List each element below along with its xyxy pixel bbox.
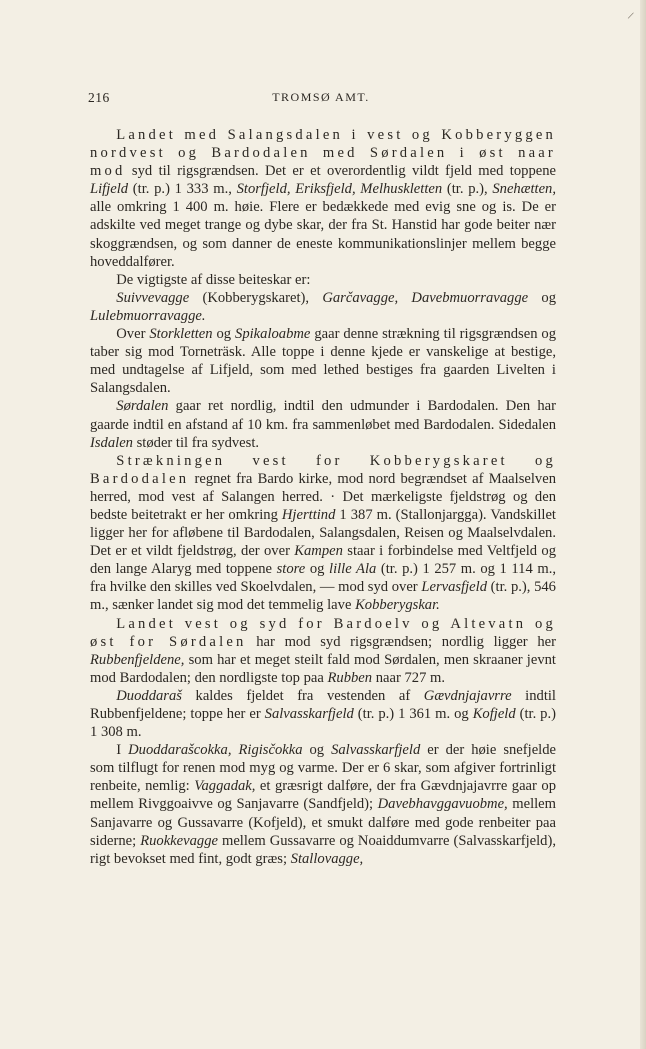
text-run: (tr. p.) 1 361 m. og <box>353 706 473 722</box>
body-text <box>90 126 556 868</box>
text-run: og <box>528 289 557 306</box>
text-run: mellem Gussavarre og Noaiddumvarre (Salvasskarfjeld), rigt bevokset med fint, godt græs; <box>90 832 556 867</box>
text-run: (tr. p.), 546 m., sænker landet sig mod det temmelig lave <box>90 579 556 614</box>
italic-term: Storkletten <box>149 326 213 343</box>
italic-term: Duoddarašcokka, Rigisčokka <box>128 742 303 759</box>
text-run: og <box>305 561 330 578</box>
text-run: (Kobberygskaret), <box>189 289 323 306</box>
text-run: staar i forbindelse med Veltfjeld og den lange Alaryg med toppene <box>90 543 556 578</box>
text-run: et græsrigt dalføre, der fra Gævdnjajavrre gaar op mellem Rivggoaivve og Sanjavarre (Sandfjeld); <box>90 778 556 813</box>
paragraph-salangsdalen <box>90 126 556 271</box>
corner-mark: / <box>626 9 635 23</box>
italic-term: Isdalen <box>90 434 133 451</box>
paragraph-duoddaras <box>90 687 556 741</box>
italic-term: Kobberygskar. <box>355 597 440 614</box>
paragraph-storkletten <box>90 325 556 397</box>
text-run: mellem Sanjavarre og Gussavarre (Kofjeld), et smukt dalføre med gode renbeiter paa siderne; <box>90 796 557 849</box>
paragraph-sordalen <box>90 397 556 451</box>
text-run: og <box>302 742 332 759</box>
italic-term: Lifjeld <box>90 181 129 198</box>
text-run: syd til rigsgrændsen. Det er et overordentlig vildt fjeld med toppene <box>125 163 556 180</box>
paragraph-kobberygskaret <box>90 452 556 615</box>
text-run: (tr. p.) 1 257 m. og 1 114 m., fra hvilke den skilles ved Skoelvdalen, — mod syd over <box>90 561 556 596</box>
paragraph-beiteskar-list <box>90 289 556 325</box>
italic-term: Sørdalen <box>116 398 169 415</box>
italic-term: Spikaloabme <box>235 326 311 343</box>
running-title: TROMSØ AMT. <box>272 90 370 104</box>
paragraph-snefjelde <box>90 741 556 868</box>
italic-term: Suivvevagge <box>116 289 190 306</box>
text-run: De vigtigste af disse beiteskar er: <box>116 271 311 288</box>
spaced-heading-text: Strækningen vest for Kobberygskaret og Bardodalen <box>90 452 556 487</box>
paragraph-bardoelv <box>90 615 556 687</box>
italic-term: Davebhavggavuobme, <box>377 796 508 813</box>
italic-term: Garčavagge, Davebmuorravagge <box>322 289 529 306</box>
text-run: som har et meget steilt fald mod Sørdalen, men skraaner jevnt mod Bardodalen; den nordligste top paa <box>90 651 556 686</box>
italic-term: Storfjeld, Eriksfjeld, Melhuskletten <box>236 181 443 198</box>
italic-term: Ruokkevagge <box>140 832 218 849</box>
spaced-heading-text: Landet med Salangsdalen i vest og Kobberyggen nordvest og Bardodalen med Sørdalen i øst naar mod <box>90 127 556 180</box>
text-run: naar 727 m. <box>372 669 446 686</box>
italic-term: Kofjeld <box>472 706 516 722</box>
text-run: regnet fra Bardo kirke, mod nord begrændset af Maalselven herred, mod vest af Salangen herred. · Det mærkeligste fjeldstrøg og den bedste beitetrakt er her omkring <box>90 470 556 523</box>
italic-term: Gævdnjajavrre <box>423 687 512 704</box>
italic-term: Stallovagge, <box>290 850 364 867</box>
italic-term: Salvasskarfjeld <box>264 706 354 722</box>
italic-term: Snehætten, <box>492 181 556 198</box>
italic-term: lille Ala <box>329 561 377 578</box>
italic-term: Lervasfjeld <box>421 579 488 596</box>
italic-term: Rubben <box>327 669 373 686</box>
italic-term: Rubbenfjeldene, <box>90 651 185 668</box>
italic-term: Lulebmuorravagge. <box>90 307 206 324</box>
text-run: er der høie snefjelde som tilflugt for renen mod myg og varme. Der er 6 skar, som afgiver fortrinligt renbeite, nemlig: <box>90 742 556 795</box>
text-run: alle omkring 1 400 m. høie. Flere er bedækkede med evig sne og is. De er adskilte ved meget trange og dybe skar, der fra St. Hanstid har gode beiter nær skoggrændsen, og som danner de eneste kommunikationslinjer mellem begge hoveddalfører. <box>90 199 556 270</box>
italic-term: Hjerttind <box>281 506 336 523</box>
text-run: støder til fra sydvest. <box>132 434 260 451</box>
italic-term: Vaggadak, <box>194 778 256 795</box>
text-run: kaldes fjeldet fra vestenden af <box>181 687 424 704</box>
text-run: Over <box>116 326 150 343</box>
text-run: I <box>116 742 129 759</box>
text-run: gaar denne strækning til rigsgrændsen og taber sig mod Torneträsk. Alle toppe i denne kjede er vanskelige at bestige, med undtagelse af Lifjeld, som med lethed bestiges fra gaarden Livelten i Salangsdalen. <box>90 326 556 397</box>
text-run: 1 387 m. (Stallonjargga). Vandskillet ligger her for afløbene til Bardodalen, Salangsdalen, Reisen og Maalselvdalen. Det er et vildt fjeldstrøg, der over <box>90 506 556 560</box>
text-run: (tr. p.) 1 308 m. <box>90 706 556 741</box>
italic-term: Duoddaraš <box>116 687 182 704</box>
page-edge <box>640 0 646 1049</box>
page-header <box>88 90 554 112</box>
page-number: 216 <box>88 90 110 105</box>
text-run: (tr. p.) 1 333 m., <box>128 181 237 198</box>
text-run: har mod syd rigsgrændsen; nordlig ligger her <box>246 633 557 650</box>
spaced-heading-text: Landet vest og syd for Bardoelv og Altevatn og øst for Sørdalen <box>90 615 556 650</box>
italic-term: Salvasskarfjeld <box>331 742 421 759</box>
text-run: indtil Rubbenfjeldene; toppe her er <box>90 687 556 722</box>
text-run: gaar ret nordlig, indtil den udmunder i Bardodalen. Den har gaarde indtil en afstand af 10 km. fra sammenløbet med Bardodalen. Sidedalen <box>90 398 556 433</box>
text-run: og <box>212 326 236 343</box>
italic-term: Kampen <box>294 543 343 560</box>
italic-term: store <box>276 561 306 578</box>
text-run: (tr. p.), <box>442 181 493 198</box>
paragraph-beiteskar-intro <box>90 271 556 289</box>
